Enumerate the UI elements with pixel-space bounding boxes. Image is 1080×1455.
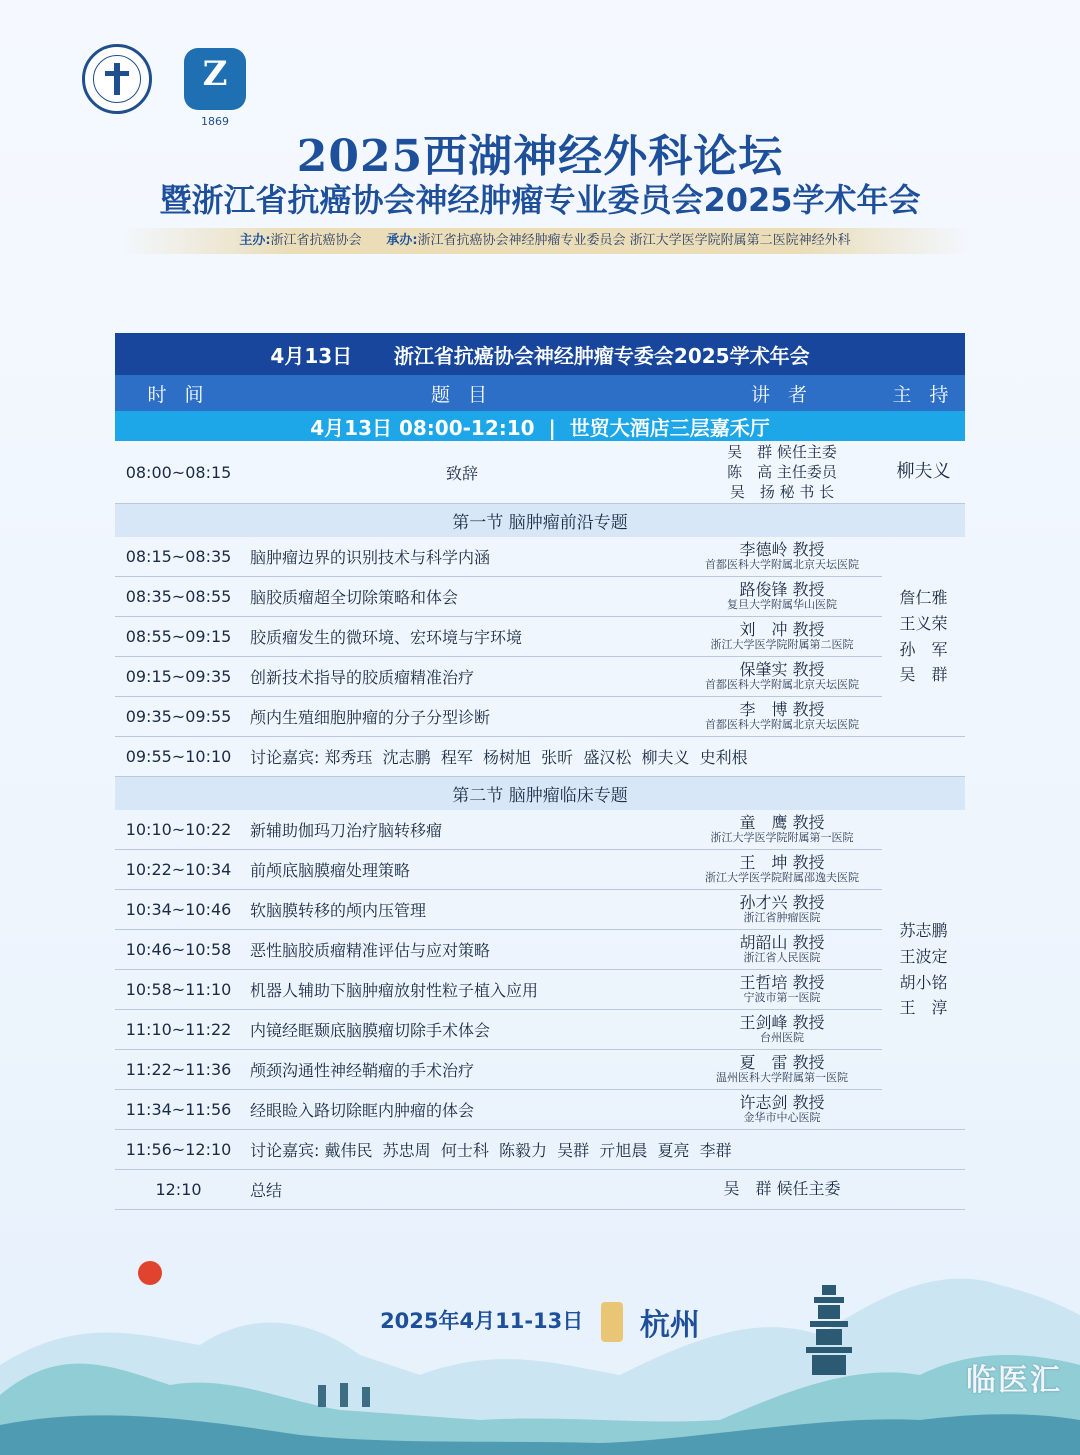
talk-speaker [682, 890, 882, 930]
table-row [115, 930, 965, 970]
talk-time: 09:15~09:35 [115, 657, 242, 697]
talk-topic: 脑肿瘤边界的识别技术与科学内涵 [242, 537, 682, 577]
closing-time: 12:10 [115, 1170, 242, 1210]
closing-topic: 总结 [242, 1170, 682, 1210]
host-name: 孙 军 [899, 639, 948, 659]
organizer-name: 浙江省抗癌协会 [270, 233, 362, 248]
speaker-name: 李 博 教授 [739, 699, 825, 719]
schedule-title: 4月13日 浙江省抗癌协会神经肿瘤专委会2025学术年会 [115, 333, 965, 375]
talk-time: 10:46~10:58 [115, 930, 242, 970]
coorganizer-names: 浙江省抗癌协会神经肿瘤专业委员会 浙江大学医学院附属第二医院神经外科 [417, 233, 851, 248]
talk-topic: 恶性脑胶质瘤精准评估与应对策略 [242, 930, 682, 970]
talk-topic: 新辅助伽玛刀治疗脑转移瘤 [242, 810, 682, 850]
opening-speaker: 吴 群 候任主委 [727, 442, 837, 461]
speaker-name: 许志剑 教授 [739, 1092, 825, 1112]
talk-time: 10:22~10:34 [115, 850, 242, 890]
host-name: 胡小铭 [899, 972, 948, 992]
talk-speaker [682, 850, 882, 890]
closing-row [115, 1170, 965, 1210]
logo-group [82, 44, 246, 128]
talk-topic: 创新技术指导的胶质瘤精准治疗 [242, 657, 682, 697]
table-row [115, 697, 965, 737]
opening-speaker: 吴 扬 秘 书 长 [729, 483, 835, 502]
talk-speaker [682, 810, 882, 850]
talk-speaker [682, 697, 882, 737]
speaker-affiliation: 复旦大学附属华山医院 [727, 598, 837, 612]
host-name: 苏志鹏 [899, 921, 948, 941]
talk-speaker [682, 537, 882, 577]
speaker-affiliation: 台州医院 [760, 1031, 804, 1045]
speaker-affiliation: 温州医科大学附属第一医院 [716, 1071, 848, 1085]
speaker-name: 李德岭 教授 [739, 539, 825, 559]
host-name: 王 淳 [899, 998, 948, 1018]
zhejiang-seal-icon [601, 1302, 623, 1342]
schedule-title-row [115, 333, 965, 375]
table-row [115, 617, 965, 657]
coorganizer-label: 承办: [386, 233, 418, 248]
speaker-name: 保肇实 教授 [739, 659, 825, 679]
opening-host: 柳夫义 [882, 441, 965, 504]
talk-topic: 胶质瘤发生的微环境、宏环境与宇环境 [242, 617, 682, 657]
talk-time: 08:35~08:55 [115, 577, 242, 617]
talk-time: 10:10~10:22 [115, 810, 242, 850]
talk-time: 08:15~08:35 [115, 537, 242, 577]
table-row [115, 810, 965, 850]
closing-host-empty [882, 1170, 965, 1210]
association-seal-logo [82, 44, 152, 114]
talk-speaker [682, 657, 882, 697]
table-row [115, 1050, 965, 1090]
host-name: 詹仁雅 [899, 588, 948, 608]
organizers-banner [120, 228, 970, 254]
host-name: 王义荣 [899, 613, 948, 633]
speaker-name: 夏 雷 教授 [739, 1052, 825, 1072]
event-city: 杭州 [639, 1308, 700, 1343]
hospital-logo [184, 48, 246, 128]
cross-mark [114, 63, 120, 95]
opening-row [115, 441, 965, 504]
speaker-name: 胡韶山 教授 [739, 932, 825, 952]
speaker-name: 路俊锋 教授 [739, 579, 825, 599]
speaker-affiliation: 首都医科大学附属北京天坛医院 [705, 558, 859, 572]
speaker-affiliation: 浙江省人民医院 [743, 951, 821, 965]
col-speaker: 讲 者 [682, 375, 882, 411]
talk-topic: 内镜经眶颞底脑膜瘤切除手术体会 [242, 1010, 682, 1050]
table-row [115, 657, 965, 697]
table-row [115, 1090, 965, 1130]
section2-title: 第二节 脑肿瘤临床专题 [115, 777, 965, 811]
speaker-affiliation: 宁波市第一医院 [743, 991, 821, 1005]
talk-topic: 机器人辅助下脑肿瘤放射性粒子植入应用 [242, 970, 682, 1010]
event-date: 2025年4月11-13日 [380, 1309, 584, 1333]
table-row [115, 537, 965, 577]
table-row [115, 1010, 965, 1050]
discussion-row [115, 1130, 965, 1170]
opening-time: 08:00~08:15 [115, 441, 242, 504]
speaker-affiliation: 首都医科大学附属北京天坛医院 [705, 718, 859, 732]
host-name: 吴 群 [899, 665, 948, 685]
talk-topic: 软脑膜转移的颅内压管理 [242, 890, 682, 930]
talk-time: 09:35~09:55 [115, 697, 242, 737]
talk-speaker [682, 930, 882, 970]
opening-speakers [682, 441, 882, 504]
col-host: 主 持 [882, 375, 965, 411]
talk-time: 10:58~11:10 [115, 970, 242, 1010]
organizer-label: 主办: [239, 233, 271, 248]
talk-time: 10:34~10:46 [115, 890, 242, 930]
speaker-name: 童 鹰 教授 [739, 812, 825, 832]
speaker-name: 王哲培 教授 [739, 972, 825, 992]
table-row [115, 577, 965, 617]
speaker-affiliation: 浙江大学医学院附属第二医院 [710, 638, 854, 652]
closing-speaker: 吴 群 候任主委 [682, 1170, 882, 1210]
table-row [115, 970, 965, 1010]
red-sun [138, 1261, 162, 1285]
talk-speaker [682, 1010, 882, 1050]
host-name: 王波定 [899, 946, 948, 966]
opening-speaker: 陈 高 主任委员 [727, 462, 837, 481]
section2-hosts [882, 810, 965, 1130]
col-topic: 题 目 [242, 375, 682, 411]
discussion-time: 11:56~12:10 [115, 1130, 242, 1170]
talk-topic: 前颅底脑膜瘤处理策略 [242, 850, 682, 890]
hospital-logo-year: 1869 [201, 115, 229, 128]
speaker-name: 孙才兴 教授 [739, 892, 825, 912]
venue-text: 4月13日 08:00-12:10 | 世贸大酒店三层嘉禾厅 [115, 411, 965, 441]
discussion-time: 09:55~10:10 [115, 737, 242, 777]
talk-time: 11:34~11:56 [115, 1090, 242, 1130]
discussion-guests: 讨论嘉宾: 戴伟民 苏忠周 何士科 陈毅力 吴群 亓旭晨 夏亮 李群 [242, 1130, 965, 1170]
talk-topic: 经眼睑入路切除眶内肿瘤的体会 [242, 1090, 682, 1130]
section1-title: 第一节 脑肿瘤前沿专题 [115, 504, 965, 538]
section1-hosts [882, 537, 965, 737]
talk-speaker [682, 1050, 882, 1090]
talk-speaker [682, 617, 882, 657]
table-row [115, 890, 965, 930]
speaker-affiliation: 浙江大学医学院附属邵逸夫医院 [705, 871, 859, 885]
sub-title: 暨浙江省抗癌协会神经肿瘤专业委员会2025学术年会 [159, 181, 921, 219]
talk-speaker [682, 1090, 882, 1130]
opening-topic: 致辞 [242, 441, 682, 504]
venue-row [115, 411, 965, 441]
discussion-row [115, 737, 965, 777]
table-row [115, 850, 965, 890]
speaker-affiliation: 金华市中心医院 [743, 1111, 821, 1125]
cross-bar [105, 71, 129, 76]
speaker-name: 王 坤 教授 [739, 852, 825, 872]
talk-topic: 脑胶质瘤超全切除策略和体会 [242, 577, 682, 617]
talk-time: 11:22~11:36 [115, 1050, 242, 1090]
speaker-affiliation: 浙江省肿瘤医院 [743, 911, 821, 925]
talk-speaker [682, 970, 882, 1010]
talk-time: 08:55~09:15 [115, 617, 242, 657]
section-header-row [115, 504, 965, 538]
talk-topic: 颅颈沟通性神经鞘瘤的手术治疗 [242, 1050, 682, 1090]
hospital-logo-z: Z [202, 54, 228, 94]
schedule-table [115, 333, 965, 1210]
column-header-row [115, 375, 965, 411]
col-time: 时 间 [115, 375, 242, 411]
speaker-name: 王剑峰 教授 [739, 1012, 825, 1032]
watermark: 临医汇 [966, 1363, 1062, 1398]
talk-time: 11:10~11:22 [115, 1010, 242, 1050]
event-date-location [0, 1300, 1080, 1344]
speaker-affiliation: 首都医科大学附属北京天坛医院 [705, 678, 859, 692]
talk-speaker [682, 577, 882, 617]
discussion-guests: 讨论嘉宾: 郑秀珏 沈志鹏 程军 杨树旭 张昕 盛汉松 柳夫义 史利根 [242, 737, 965, 777]
talk-topic: 颅内生殖细胞肿瘤的分子分型诊断 [242, 697, 682, 737]
speaker-affiliation: 浙江大学医学院附属第一医院 [710, 831, 854, 845]
section-header-row [115, 777, 965, 811]
main-title: 2025西湖神经外科论坛 [296, 131, 784, 182]
speaker-name: 刘 冲 教授 [739, 619, 825, 639]
